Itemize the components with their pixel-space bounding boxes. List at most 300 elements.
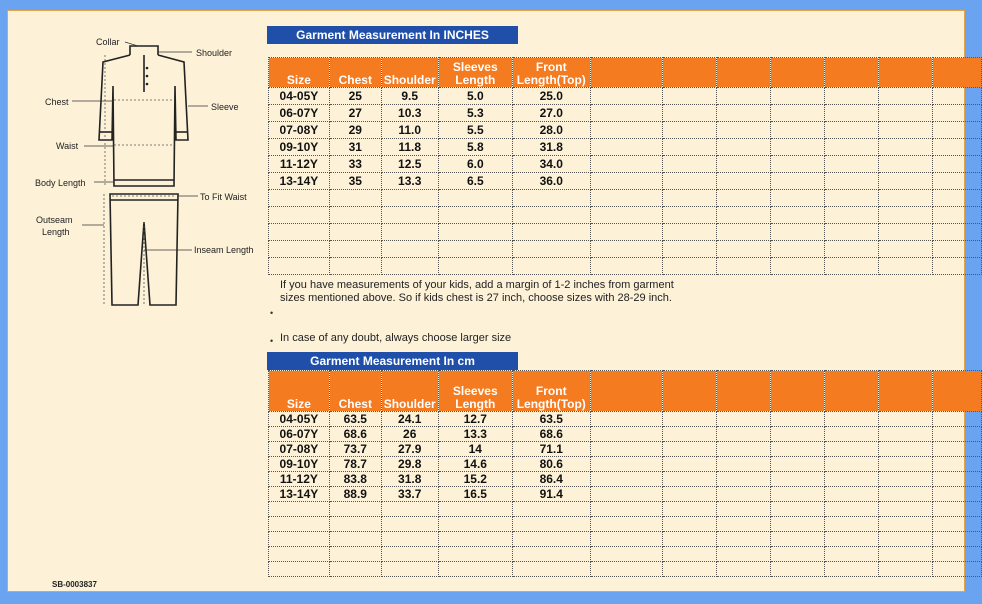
table-row <box>269 487 982 502</box>
table-cell: 13.3 <box>438 427 512 442</box>
table-cell: 13-14Y <box>269 487 330 502</box>
table-row <box>269 156 982 173</box>
table-cell: 04-05Y <box>269 88 330 105</box>
table-cell-empty <box>878 487 932 502</box>
table-cell-empty <box>590 122 662 139</box>
table-cell-empty <box>770 442 824 457</box>
table-cell: 13.3 <box>381 173 438 190</box>
table-cell-empty <box>662 487 716 502</box>
header-cell-empty <box>770 371 824 412</box>
table-row <box>269 517 982 532</box>
table-cell-empty <box>878 207 932 224</box>
header-cell-empty <box>770 58 824 88</box>
table-cell: 5.3 <box>438 105 512 122</box>
table-row <box>269 457 982 472</box>
table-cell: 31 <box>329 139 381 156</box>
header-cell-empty <box>662 58 716 88</box>
table-cell-empty <box>770 122 824 139</box>
table-cell: 71.1 <box>512 442 590 457</box>
table-cell: 09-10Y <box>269 457 330 472</box>
table-cell-empty <box>716 207 770 224</box>
table-row <box>269 502 982 517</box>
inches-title: Garment Measurement In INCHES <box>267 26 518 44</box>
header-cell-empty <box>590 371 662 412</box>
table-cell-empty <box>824 487 878 502</box>
table-cell-empty <box>824 190 878 207</box>
table-cell: 73.7 <box>329 442 381 457</box>
table-cell: 36.0 <box>512 173 590 190</box>
table-cell: 31.8 <box>512 139 590 156</box>
header-cell-empty <box>662 371 716 412</box>
cm-header-row <box>269 371 982 412</box>
table-cell-empty <box>329 517 381 532</box>
label-to-fit-waist: To Fit Waist <box>200 192 247 202</box>
table-cell-empty <box>824 207 878 224</box>
column-header: Front Length(Top) <box>512 371 590 412</box>
table-cell-empty <box>381 502 438 517</box>
table-cell-empty <box>878 457 932 472</box>
header-cell-empty <box>716 371 770 412</box>
table-cell-empty <box>878 122 932 139</box>
bullet-2: • <box>270 336 274 346</box>
table-cell-empty <box>878 442 932 457</box>
table-cell-empty <box>932 173 981 190</box>
table-cell: 06-07Y <box>269 105 330 122</box>
table-cell-empty <box>329 207 381 224</box>
table-cell: 63.5 <box>512 412 590 427</box>
table-cell-empty <box>770 487 824 502</box>
inches-header-row <box>269 58 982 88</box>
table-cell-empty <box>512 241 590 258</box>
table-cell-empty <box>329 532 381 547</box>
table-cell-empty <box>932 207 981 224</box>
table-cell: 07-08Y <box>269 122 330 139</box>
table-cell-empty <box>878 517 932 532</box>
table-row <box>269 472 982 487</box>
table-cell: 26 <box>381 427 438 442</box>
table-cell-empty <box>770 562 824 577</box>
header-cell-empty <box>824 58 878 88</box>
table-cell-empty <box>590 207 662 224</box>
table-cell-empty <box>590 224 662 241</box>
table-cell-empty <box>716 258 770 275</box>
table-cell-empty <box>770 190 824 207</box>
table-cell-empty <box>662 122 716 139</box>
table-cell: 63.5 <box>329 412 381 427</box>
table-cell-empty <box>662 457 716 472</box>
label-chest: Chest <box>45 97 69 107</box>
table-cell-empty <box>716 139 770 156</box>
label-sleeve: Sleeve <box>211 102 239 112</box>
table-cell-empty <box>824 502 878 517</box>
table-cell-empty <box>824 139 878 156</box>
table-cell-empty <box>590 472 662 487</box>
column-header: Shoulder <box>381 371 438 412</box>
table-cell-empty <box>662 156 716 173</box>
table-cell: 12.5 <box>381 156 438 173</box>
table-cell-empty <box>932 427 981 442</box>
table-cell-empty <box>932 547 981 562</box>
table-cell-empty <box>512 207 590 224</box>
table-cell-empty <box>662 190 716 207</box>
table-cell: 80.6 <box>512 457 590 472</box>
table-cell-empty <box>590 532 662 547</box>
table-cell-empty <box>932 122 981 139</box>
table-cell-empty <box>824 258 878 275</box>
table-cell-empty <box>770 241 824 258</box>
table-cell-empty <box>878 502 932 517</box>
label-shoulder: Shoulder <box>196 48 233 58</box>
table-cell-empty <box>824 224 878 241</box>
table-cell-empty <box>770 517 824 532</box>
table-cell-empty <box>381 562 438 577</box>
table-cell-empty <box>381 224 438 241</box>
table-cell: 86.4 <box>512 472 590 487</box>
table-cell: 24.1 <box>381 412 438 427</box>
table-cell-empty <box>438 547 512 562</box>
table-cell-empty <box>716 224 770 241</box>
table-cell-empty <box>770 502 824 517</box>
table-cell: 09-10Y <box>269 139 330 156</box>
table-cell-empty <box>590 156 662 173</box>
table-cell-empty <box>716 88 770 105</box>
table-cell-empty <box>770 156 824 173</box>
table-cell-empty <box>662 105 716 122</box>
table-cell-empty <box>590 412 662 427</box>
table-cell-empty <box>716 502 770 517</box>
table-cell-empty <box>932 472 981 487</box>
table-cell: 5.5 <box>438 122 512 139</box>
table-cell-empty <box>269 532 330 547</box>
table-cell-empty <box>512 532 590 547</box>
table-cell: 04-05Y <box>269 412 330 427</box>
table-cell-empty <box>824 457 878 472</box>
table-row <box>269 241 982 258</box>
table-cell-empty <box>770 472 824 487</box>
table-cell-empty <box>878 241 932 258</box>
table-cell-empty <box>878 105 932 122</box>
bullet-1: • <box>270 308 274 318</box>
table-cell-empty <box>590 88 662 105</box>
header-cell-empty <box>878 58 932 88</box>
table-cell-empty <box>716 547 770 562</box>
table-cell-empty <box>878 88 932 105</box>
table-row <box>269 412 982 427</box>
table-cell-empty <box>662 139 716 156</box>
header-cell-empty <box>716 58 770 88</box>
table-cell-empty <box>932 457 981 472</box>
table-cell-empty <box>438 207 512 224</box>
table-cell-empty <box>590 502 662 517</box>
table-cell-empty <box>932 156 981 173</box>
label-waist: Waist <box>56 141 79 151</box>
table-cell-empty <box>878 547 932 562</box>
table-cell-empty <box>716 562 770 577</box>
table-cell-empty <box>329 224 381 241</box>
table-cell-empty <box>662 173 716 190</box>
table-cell: 29.8 <box>381 457 438 472</box>
table-cell: 88.9 <box>329 487 381 502</box>
table-cell: 15.2 <box>438 472 512 487</box>
table-row <box>269 88 982 105</box>
table-cell-empty <box>512 547 590 562</box>
table-cell-empty <box>770 258 824 275</box>
header-cell-empty <box>590 58 662 88</box>
table-cell-empty <box>824 88 878 105</box>
table-cell-empty <box>716 472 770 487</box>
table-row <box>269 258 982 275</box>
table-cell-empty <box>770 207 824 224</box>
table-cell-empty <box>824 173 878 190</box>
table-cell-empty <box>381 547 438 562</box>
table-cell-empty <box>590 442 662 457</box>
table-cell-empty <box>512 258 590 275</box>
label-collar: Collar <box>96 37 120 47</box>
table-cell: 35 <box>329 173 381 190</box>
table-row <box>269 547 982 562</box>
table-cell-empty <box>878 258 932 275</box>
label-outseam-length: Length <box>42 227 70 237</box>
table-cell-empty <box>381 241 438 258</box>
table-cell-empty <box>932 502 981 517</box>
table-row <box>269 427 982 442</box>
table-cell-empty <box>824 517 878 532</box>
table-cell-empty <box>716 412 770 427</box>
table-cell-empty <box>932 241 981 258</box>
table-cell-empty <box>716 427 770 442</box>
table-cell: 06-07Y <box>269 427 330 442</box>
table-cell-empty <box>824 241 878 258</box>
table-cell-empty <box>932 517 981 532</box>
note-doubt: In case of any doubt, always choose larger size <box>280 332 512 344</box>
table-cell-empty <box>662 532 716 547</box>
table-cell-empty <box>770 105 824 122</box>
table-cell: 68.6 <box>329 427 381 442</box>
table-cell-empty <box>438 258 512 275</box>
table-cell-empty <box>716 241 770 258</box>
table-cell-empty <box>269 562 330 577</box>
table-row <box>269 442 982 457</box>
table-cell-empty <box>824 412 878 427</box>
table-cell: 78.7 <box>329 457 381 472</box>
table-cell-empty <box>512 224 590 241</box>
table-cell-empty <box>824 547 878 562</box>
table-cell: 68.6 <box>512 427 590 442</box>
table-cell-empty <box>716 190 770 207</box>
table-cell-empty <box>590 241 662 258</box>
table-cell-empty <box>662 258 716 275</box>
table-cell-empty <box>770 224 824 241</box>
table-cell-empty <box>438 241 512 258</box>
column-header: Sleeves Length <box>438 371 512 412</box>
table-cell: 12.7 <box>438 412 512 427</box>
table-cell-empty <box>329 502 381 517</box>
label-inseam: Inseam Length <box>194 245 254 255</box>
table-cell-empty <box>512 517 590 532</box>
table-row <box>269 173 982 190</box>
cm-table <box>268 370 982 577</box>
table-cell-empty <box>329 562 381 577</box>
table-cell: 83.8 <box>329 472 381 487</box>
table-cell-empty <box>716 517 770 532</box>
column-header: Sleeves Length <box>438 58 512 88</box>
table-cell: 14.6 <box>438 457 512 472</box>
table-cell-empty <box>824 105 878 122</box>
table-cell: 11-12Y <box>269 472 330 487</box>
table-cell-empty <box>878 427 932 442</box>
table-cell-empty <box>269 502 330 517</box>
table-cell-empty <box>770 173 824 190</box>
table-cell-empty <box>716 457 770 472</box>
table-cell-empty <box>878 532 932 547</box>
table-cell: 91.4 <box>512 487 590 502</box>
table-cell-empty <box>269 224 330 241</box>
table-cell-empty <box>716 487 770 502</box>
table-cell-empty <box>590 487 662 502</box>
table-cell-empty <box>770 427 824 442</box>
table-cell: 34.0 <box>512 156 590 173</box>
table-cell-empty <box>590 190 662 207</box>
table-cell-empty <box>590 547 662 562</box>
table-cell: 31.8 <box>381 472 438 487</box>
table-cell-empty <box>878 562 932 577</box>
table-cell-empty <box>878 472 932 487</box>
table-cell: 25.0 <box>512 88 590 105</box>
table-cell: 11.8 <box>381 139 438 156</box>
product-code: SB-0003837 <box>52 580 97 589</box>
table-cell-empty <box>770 532 824 547</box>
table-cell: 11-12Y <box>269 156 330 173</box>
table-cell-empty <box>716 532 770 547</box>
table-cell-empty <box>878 224 932 241</box>
table-cell-empty <box>329 190 381 207</box>
table-cell-empty <box>770 547 824 562</box>
column-header: Shoulder <box>381 58 438 88</box>
table-cell-empty <box>716 173 770 190</box>
column-header: Size <box>269 58 330 88</box>
table-cell-empty <box>662 517 716 532</box>
inches-body <box>269 88 982 275</box>
header-cell-empty <box>932 58 981 88</box>
table-cell-empty <box>716 105 770 122</box>
table-cell: 25 <box>329 88 381 105</box>
table-cell-empty <box>824 532 878 547</box>
table-cell-empty <box>269 547 330 562</box>
table-row <box>269 562 982 577</box>
table-cell: 27.0 <box>512 105 590 122</box>
table-cell-empty <box>329 258 381 275</box>
table-cell: 16.5 <box>438 487 512 502</box>
table-cell-empty <box>662 88 716 105</box>
table-cell-empty <box>269 207 330 224</box>
table-cell: 29 <box>329 122 381 139</box>
table-cell: 33 <box>329 156 381 173</box>
table-cell-empty <box>381 517 438 532</box>
table-cell: 07-08Y <box>269 442 330 457</box>
table-cell-empty <box>662 562 716 577</box>
column-header: Chest <box>329 58 381 88</box>
table-row <box>269 532 982 547</box>
table-cell-empty <box>662 207 716 224</box>
table-row <box>269 190 982 207</box>
table-cell-empty <box>590 562 662 577</box>
table-cell-empty <box>932 105 981 122</box>
table-cell-empty <box>770 139 824 156</box>
table-cell-empty <box>878 156 932 173</box>
table-cell-empty <box>590 427 662 442</box>
table-cell-empty <box>438 517 512 532</box>
table-cell-empty <box>381 258 438 275</box>
table-cell-empty <box>716 122 770 139</box>
table-cell-empty <box>590 517 662 532</box>
header-cell-empty <box>878 371 932 412</box>
table-cell-empty <box>932 412 981 427</box>
table-cell-empty <box>590 105 662 122</box>
table-cell-empty <box>381 190 438 207</box>
table-cell-empty <box>932 532 981 547</box>
table-row <box>269 139 982 156</box>
table-cell-empty <box>878 173 932 190</box>
table-cell-empty <box>512 190 590 207</box>
table-cell-empty <box>824 427 878 442</box>
label-body-length: Body Length <box>35 178 86 188</box>
inches-table <box>268 57 982 275</box>
table-cell-empty <box>770 457 824 472</box>
header-cell-empty <box>932 371 981 412</box>
table-cell: 6.5 <box>438 173 512 190</box>
table-cell: 28.0 <box>512 122 590 139</box>
table-cell-empty <box>590 258 662 275</box>
table-cell: 27 <box>329 105 381 122</box>
table-cell: 9.5 <box>381 88 438 105</box>
table-cell-empty <box>824 562 878 577</box>
table-cell-empty <box>662 442 716 457</box>
table-cell: 11.0 <box>381 122 438 139</box>
table-cell-empty <box>662 224 716 241</box>
table-cell-empty <box>932 139 981 156</box>
table-row <box>269 105 982 122</box>
table-cell-empty <box>269 241 330 258</box>
table-cell: 10.3 <box>381 105 438 122</box>
table-row <box>269 224 982 241</box>
table-cell-empty <box>716 156 770 173</box>
table-cell-empty <box>590 457 662 472</box>
table-cell-empty <box>381 207 438 224</box>
table-row <box>269 122 982 139</box>
table-cell-empty <box>878 190 932 207</box>
table-cell-empty <box>438 502 512 517</box>
table-cell-empty <box>932 442 981 457</box>
table-cell-empty <box>512 562 590 577</box>
cm-body <box>269 412 982 577</box>
table-cell-empty <box>438 224 512 241</box>
table-cell-empty <box>662 472 716 487</box>
column-header: Front Length(Top) <box>512 58 590 88</box>
table-cell-empty <box>269 190 330 207</box>
table-cell: 5.8 <box>438 139 512 156</box>
table-cell-empty <box>824 156 878 173</box>
table-cell-empty <box>824 472 878 487</box>
cm-title: Garment Measurement In cm <box>267 352 518 370</box>
table-cell-empty <box>662 547 716 562</box>
table-cell-empty <box>438 532 512 547</box>
column-header: Chest <box>329 371 381 412</box>
table-cell-empty <box>329 547 381 562</box>
label-outseam: Outseam <box>36 215 73 225</box>
table-cell-empty <box>824 122 878 139</box>
table-cell-empty <box>329 241 381 258</box>
table-cell-empty <box>878 412 932 427</box>
